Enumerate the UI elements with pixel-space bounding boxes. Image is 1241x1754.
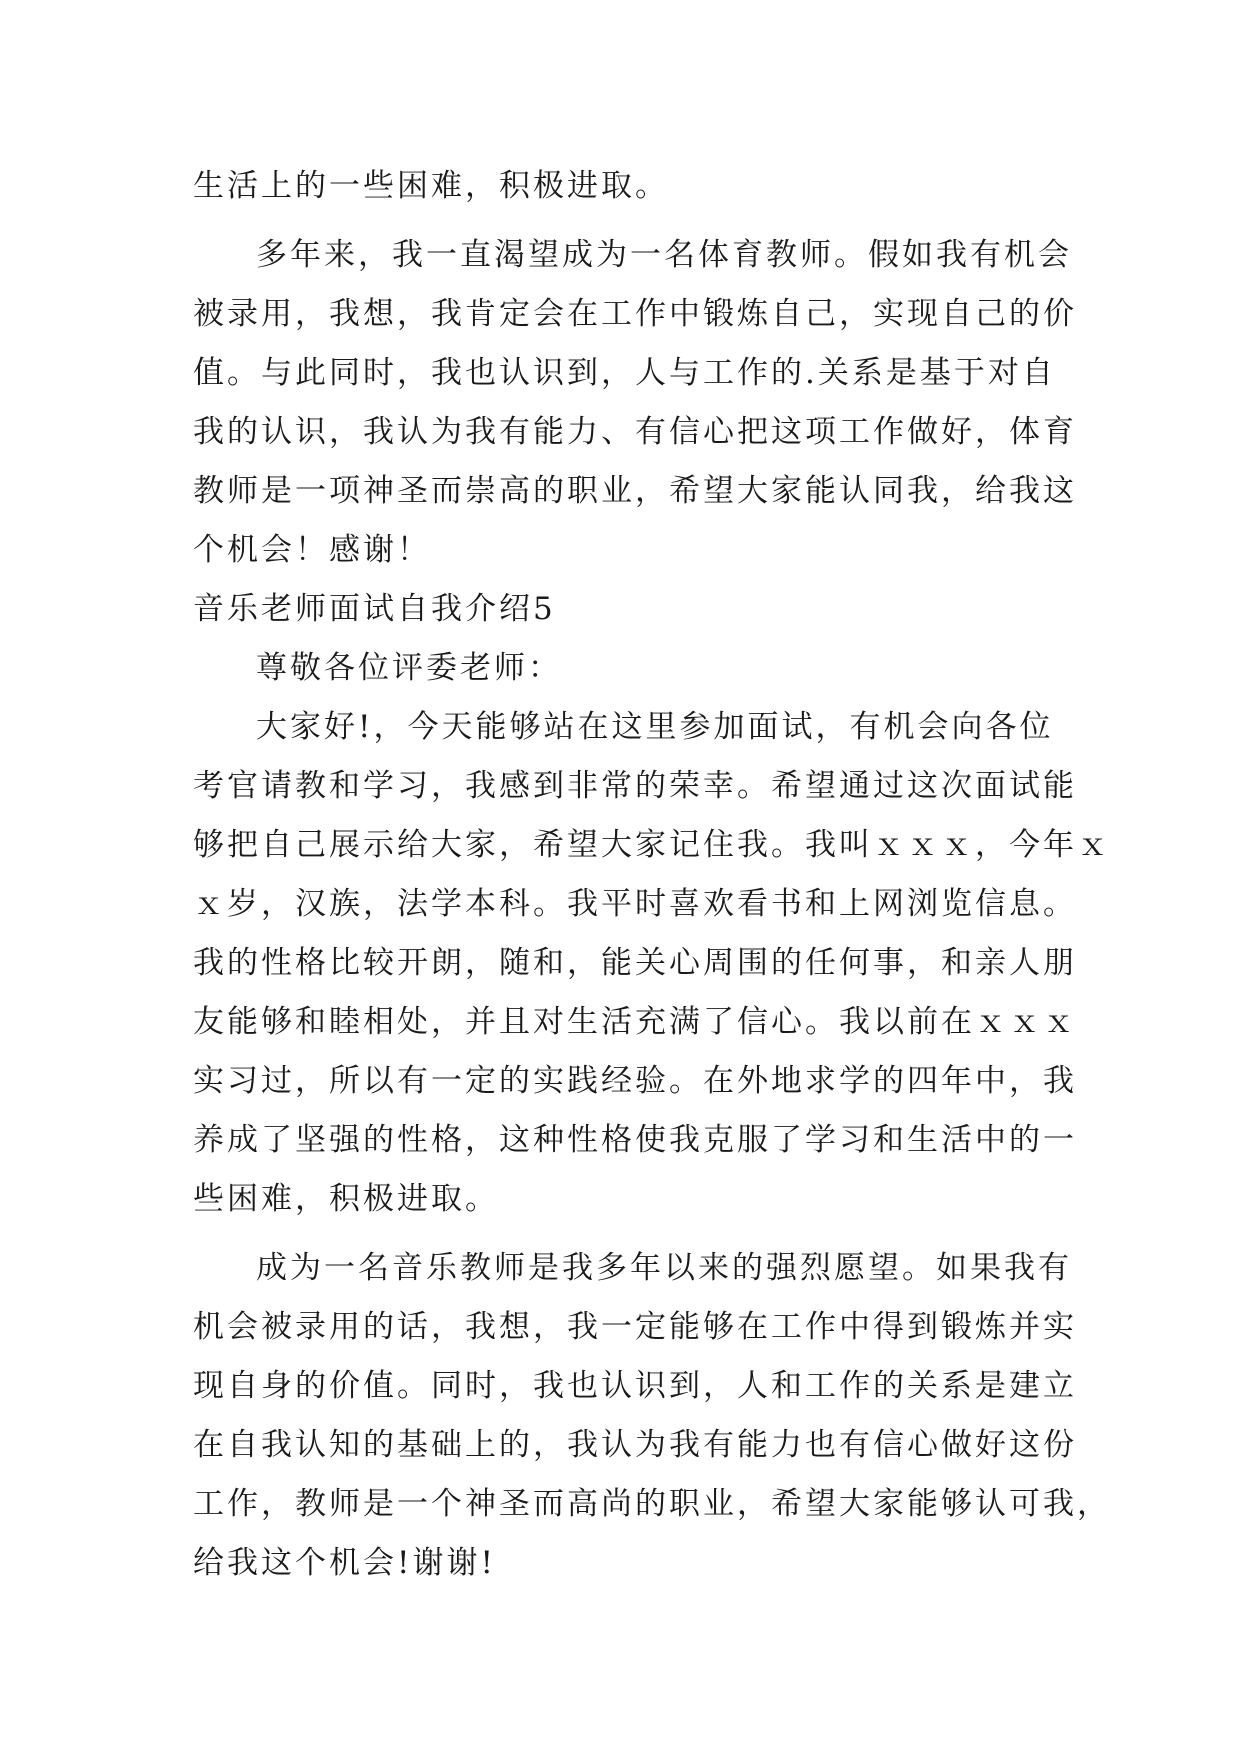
text-line: 养成了坚强的性格，这种性格使我克服了学习和生活中的一: [193, 1122, 1077, 1158]
text-line: 实习过，所以有一定的实践经验。在外地求学的四年中，我: [193, 1063, 1077, 1099]
text-line: 大家好!，今天能够站在这里参加面试，有机会向各位: [256, 709, 1054, 745]
text-line: 我的性格比较开朗，随和，能关心周围的任何事，和亲人朋: [193, 945, 1077, 981]
section-heading: 音乐老师面试自我介绍5: [193, 591, 556, 627]
text-line: 些困难，积极进取。: [193, 1181, 499, 1217]
text-line: 在自我认知的基础上的，我认为我有能力也有信心做好这份: [193, 1427, 1077, 1463]
text-line: 给我这个机会!谢谢!: [193, 1545, 496, 1581]
text-line: 教师是一项神圣而崇高的职业，希望大家能认同我，给我这: [193, 473, 1077, 509]
text-line: 被录用，我想，我肯定会在工作中锻炼自己，实现自己的价: [193, 296, 1077, 332]
text-line: 多年来，我一直渴望成为一名体育教师。假如我有机会: [256, 237, 1072, 273]
document-body: [193, 157, 1111, 1593]
text-line: 尊敬各位评委老师：: [256, 650, 562, 686]
text-line: 我的认识，我认为我有能力、有信心把这项工作做好，体育: [193, 414, 1077, 450]
text-line: 现自身的价值。同时，我也认识到，人和工作的关系是建立: [193, 1368, 1077, 1404]
text-line: 值。与此同时，我也认识到，人与工作的.关系是基于对自: [193, 355, 1056, 391]
text-line: 友能够和睦相处，并且对生活充满了信心。我以前在ｘｘｘ: [193, 1004, 1077, 1040]
text-line: 工作，教师是一个神圣而高尚的职业，希望大家能够认可我，: [193, 1486, 1111, 1522]
text-line: 个机会！感谢！: [193, 532, 431, 568]
text-line: ｘ岁，汉族，法学本科。我平时喜欢看书和上网浏览信息。: [193, 886, 1077, 922]
text-line: 考官请教和学习，我感到非常的荣幸。希望通过这次面试能: [193, 768, 1077, 804]
text-line: 成为一名音乐教师是我多年以来的强烈愿望。如果我有: [256, 1250, 1072, 1286]
text-line: 机会被录用的话，我想，我一定能够在工作中得到锻炼并实: [193, 1309, 1077, 1345]
text-line: 够把自己展示给大家，希望大家记住我。我叫ｘｘｘ，今年ｘ: [193, 827, 1111, 863]
text-line: 生活上的一些困难，积极进取。: [193, 168, 669, 204]
